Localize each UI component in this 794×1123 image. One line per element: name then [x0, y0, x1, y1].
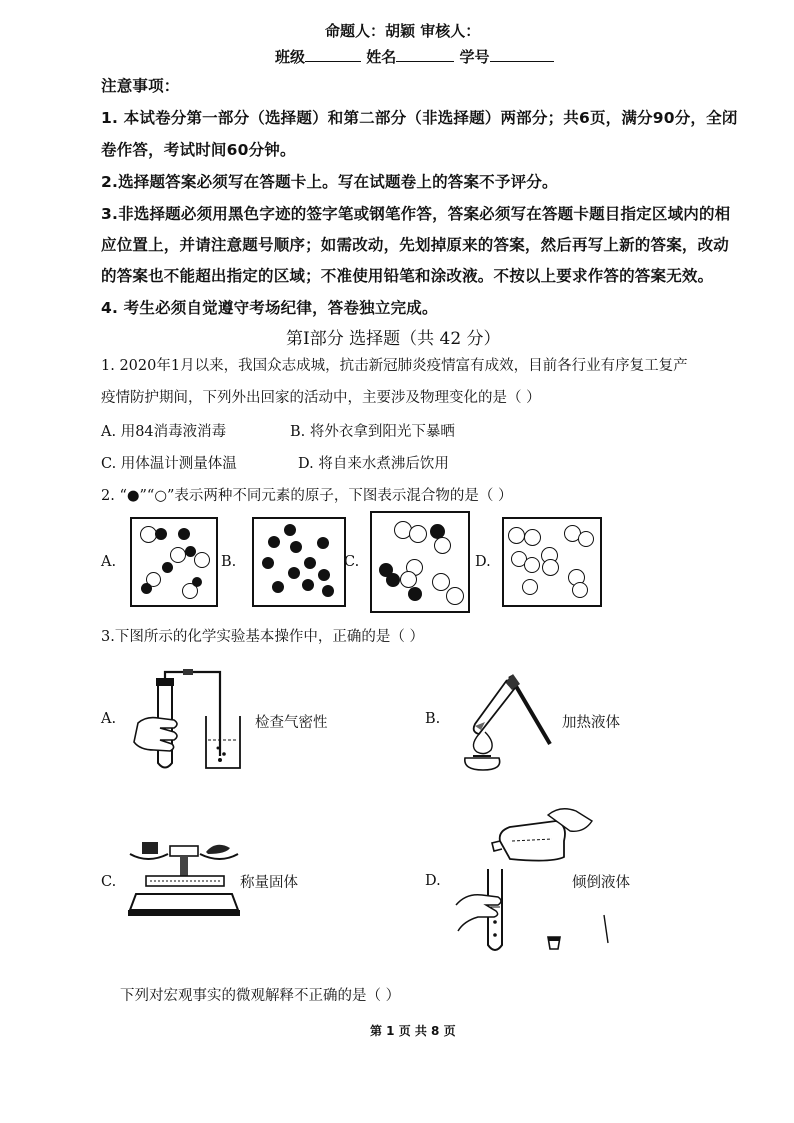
student-id-blank[interactable]	[490, 47, 554, 62]
black-atom	[408, 587, 422, 601]
black-atom	[192, 577, 202, 587]
q3-caption-c: 称量固体	[240, 875, 298, 891]
black-atom	[262, 557, 274, 569]
black-atom	[290, 541, 302, 553]
q3-label-b: B.	[425, 711, 441, 727]
notes-title: 注意事项：	[101, 77, 180, 95]
black-atom	[284, 524, 296, 536]
note-line-2: 卷作答，考试时间60分钟。	[101, 141, 296, 159]
heating-liquid-illustration[interactable]	[455, 666, 555, 776]
white-atom	[409, 525, 427, 543]
black-atom	[386, 573, 400, 587]
white-atom	[524, 529, 541, 546]
black-atom	[155, 528, 167, 540]
q2-label-b: B.	[221, 554, 237, 570]
student-info-line	[275, 46, 554, 67]
note-line-5: 应位置上，并请注意题号顺序；如需改动，先划掉原来的答案，然后再写上新的答案，改动	[101, 236, 730, 254]
q3-label-c: C.	[101, 874, 117, 890]
q2-label-a: A.	[101, 554, 117, 570]
white-atom	[542, 559, 559, 576]
q3-caption-d: 倾倒液体	[572, 875, 630, 891]
note-line-4: 3.非选择题必须用黑色字迹的签字笔或钢笔作答，答案必须写在答题卡题目指定区域内的相	[101, 205, 731, 223]
black-atom	[268, 536, 280, 548]
black-atom	[304, 557, 316, 569]
name-blank[interactable]	[396, 47, 454, 62]
white-atom	[508, 527, 525, 544]
q3-stem: 3.下图所示的化学实验基本操作中，正确的是（ ）	[101, 629, 424, 645]
q2-diagram-c[interactable]	[370, 511, 470, 613]
q3-label-d: D.	[425, 873, 441, 889]
black-atom	[162, 562, 173, 573]
section-title: 第Ⅰ部分 选择题（共 42 分）	[286, 329, 501, 349]
black-atom	[288, 567, 300, 579]
student-id-label: 学号	[459, 48, 490, 66]
black-atom	[302, 579, 314, 591]
name-label: 姓名	[366, 48, 397, 66]
white-atom	[578, 531, 594, 547]
black-atom	[141, 583, 152, 594]
q2-diagram-d[interactable]	[502, 517, 602, 607]
white-atom	[524, 557, 540, 573]
black-atom	[318, 569, 330, 581]
q2-stem: 2. “●”“○”表示两种不同元素的原子，下图表示混合物的是（ ）	[101, 488, 513, 504]
white-atom	[400, 571, 417, 588]
page-number: 第 1 页 共 8 页	[370, 1024, 456, 1038]
note-line-1: 1. 本试卷分第一部分（选择题）和第二部分（非选择题）两部分；共6页，满分90分，全闭	[101, 109, 738, 127]
q2-diagram-b[interactable]	[252, 517, 346, 607]
white-atom	[194, 552, 210, 568]
black-atom	[317, 537, 329, 549]
q3-caption-b: 加热液体	[562, 715, 620, 731]
black-atom	[178, 528, 190, 540]
q3-label-a: A.	[101, 711, 117, 727]
airtightness-check-illustration[interactable]	[128, 668, 258, 778]
black-atom	[322, 585, 334, 597]
class-label: 班级	[275, 48, 306, 66]
white-atom	[522, 579, 538, 595]
q2-label-c: C.	[344, 554, 360, 570]
author-line: 命题人：胡颖 审核人：	[325, 22, 481, 40]
q1-option-c[interactable]: C. 用体温计测量体温	[101, 456, 237, 472]
note-line-3: 2.选择题答案必须写在答题卡上。写在试题卷上的答案不予评分。	[101, 173, 558, 191]
q1-stem-line-2: 疫情防护期间，下列外出回家的活动中，主要涉及物理变化的是（ ）	[101, 390, 541, 406]
white-atom	[572, 582, 588, 598]
white-atom	[446, 587, 464, 605]
q4-stem: 下列对宏观事实的微观解释不正确的是（ ）	[120, 988, 401, 1004]
q3-caption-a: 检查气密性	[255, 715, 328, 731]
q1-stem-line-1: 1. 2020年1月以来，我国众志成城，抗击新冠肺炎疫情富有成效，目前各行业有序复工复产	[101, 358, 688, 374]
note-line-6: 的答案也不能超出指定的区域；不准使用铅笔和涂改液。不按以上要求作答的答案无效。	[101, 267, 714, 285]
black-atom	[272, 581, 284, 593]
note-line-7: 4. 考生必须自觉遵守考场纪律，答卷独立完成。	[101, 299, 438, 317]
white-atom	[170, 547, 186, 563]
q1-option-b[interactable]: B. 将外衣拿到阳光下暴晒	[290, 424, 455, 440]
q2-diagram-a[interactable]	[130, 517, 218, 607]
class-blank[interactable]	[305, 47, 361, 62]
weighing-solid-illustration[interactable]	[126, 834, 242, 926]
white-atom	[434, 537, 451, 554]
q1-option-d[interactable]: D. 将自来水煮沸后饮用	[298, 456, 449, 472]
q1-option-a[interactable]: A. 用84消毒液消毒	[101, 424, 227, 440]
q2-label-d: D.	[475, 554, 491, 570]
white-atom	[432, 573, 450, 591]
